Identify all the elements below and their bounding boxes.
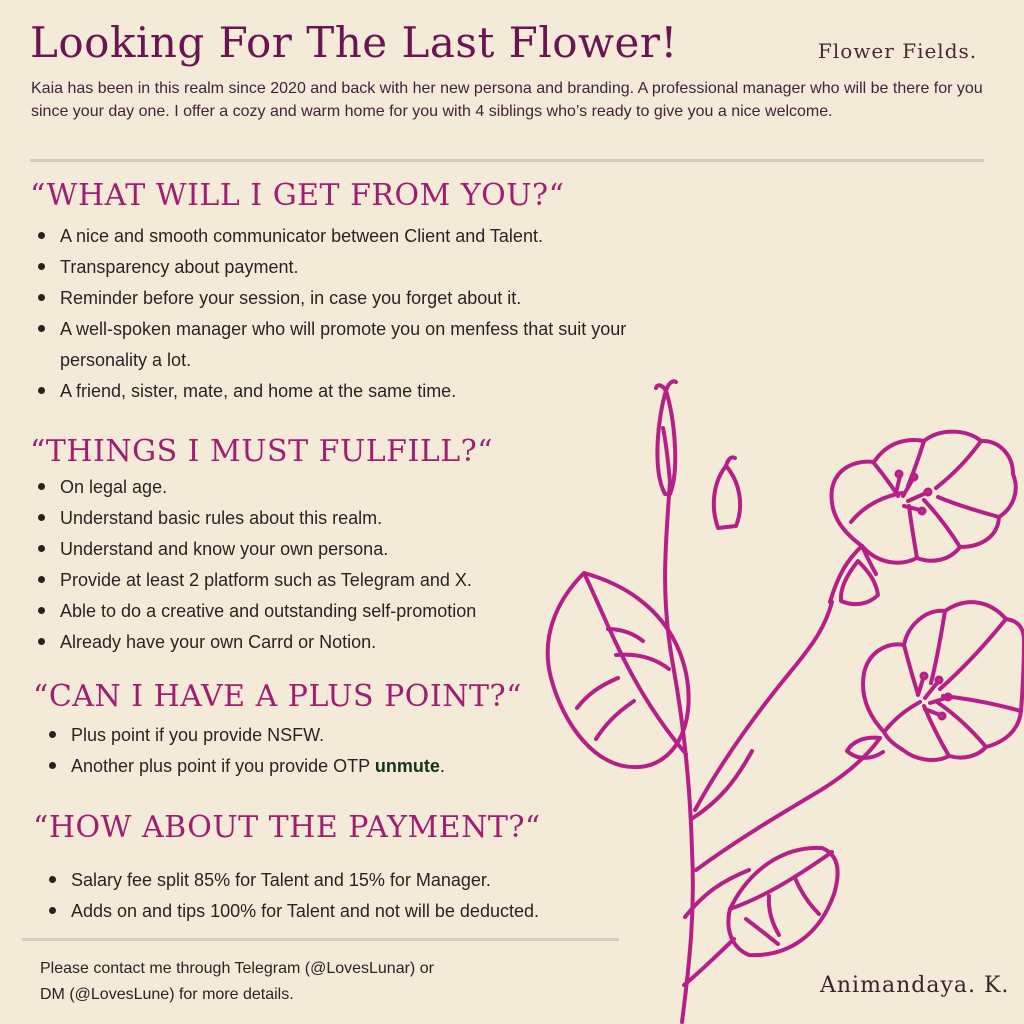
top-divider xyxy=(30,159,984,162)
list-item: A friend, sister, mate, and home at the same time. xyxy=(38,376,698,407)
payment-list xyxy=(49,865,649,927)
brand-subtitle: Flower Fields. xyxy=(818,39,978,63)
bullet-icon xyxy=(49,876,56,883)
list-item xyxy=(49,751,569,782)
section-title-plus-point: “CAN I HAVE A PLUS POINT?“ xyxy=(33,679,522,714)
list-item: Understand basic rules about this realm. xyxy=(38,503,598,534)
section-title-benefits: “WHAT WILL I GET FROM YOU?“ xyxy=(30,178,565,213)
list-item: A well-spoken manager who will promote you on menfess that suit your personality a lot. xyxy=(38,314,698,376)
bullet-icon xyxy=(49,731,56,738)
bullet-icon xyxy=(38,576,45,583)
bullet-icon xyxy=(38,638,45,645)
list-item: Reminder before your session, in case you forget about it. xyxy=(38,283,698,314)
list-item: Plus point if you provide NSFW. xyxy=(49,720,569,751)
bullet-icon xyxy=(38,483,45,490)
bullet-icon xyxy=(38,387,45,394)
bullet-icon xyxy=(49,907,56,914)
list-item: Already have your own Carrd or Notion. xyxy=(38,627,598,658)
bullet-icon xyxy=(38,294,45,301)
bullet-icon xyxy=(38,607,45,614)
plus-point-list xyxy=(49,720,569,782)
bullet-icon xyxy=(38,325,45,332)
list-item: Understand and know your own persona. xyxy=(38,534,598,565)
page-title: Looking For The Last Flower! xyxy=(30,18,678,67)
requirements-list xyxy=(38,472,598,658)
plus-point-otp-text: Another plus point if you provide OTP unmute. xyxy=(71,756,445,776)
intro-paragraph: Kaia has been in this realm since 2020 and back with her new persona and branding. A professional manager who will be there for you since your day one. I offer a cozy and warm home for you with 4 siblings who’s ready to give you a nice welcome. xyxy=(31,80,983,120)
bullet-icon xyxy=(38,263,45,270)
unmute-emphasis: unmute xyxy=(374,756,440,776)
bottom-divider xyxy=(22,938,619,941)
list-item: Transparency about payment. xyxy=(38,252,698,283)
bullet-icon xyxy=(49,762,56,769)
list-item: Provide at least 2 platform such as Telegram and X. xyxy=(38,565,598,596)
contact-line-dm: DM (@LovesLune) for more details. xyxy=(40,986,294,1003)
list-item: On legal age. xyxy=(38,472,598,503)
section-title-requirements: “THINGS I MUST FULFILL?“ xyxy=(30,434,494,469)
bullet-icon xyxy=(38,545,45,552)
list-item: Salary fee split 85% for Talent and 15% for Manager. xyxy=(49,865,649,896)
bullet-icon xyxy=(38,232,45,239)
contact-footer xyxy=(40,956,540,1008)
list-item: A nice and smooth communicator between Client and Talent. xyxy=(38,221,698,252)
signature: Animandaya. K. xyxy=(820,973,1010,998)
list-item: Able to do a creative and outstanding self-promotion xyxy=(38,596,598,627)
list-item: Adds on and tips 100% for Talent and not will be deducted. xyxy=(49,896,649,927)
benefits-list xyxy=(38,221,698,407)
bullet-icon xyxy=(38,514,45,521)
contact-line-telegram: Please contact me through Telegram (@LovesLunar) or xyxy=(40,960,434,977)
section-title-payment: “HOW ABOUT THE PAYMENT?“ xyxy=(33,810,541,845)
